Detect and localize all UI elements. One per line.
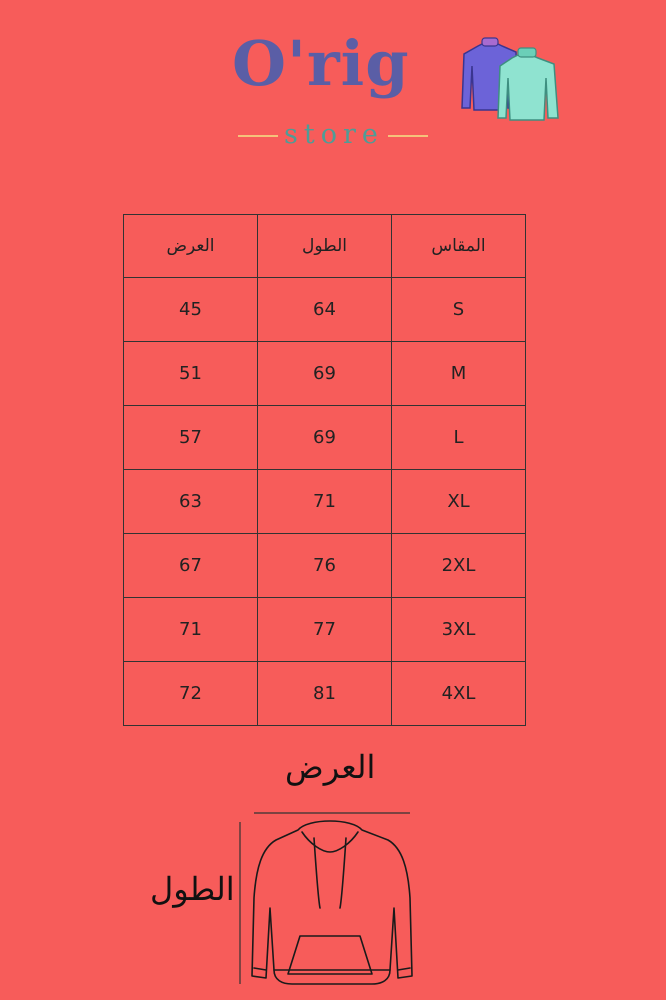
cell-size: 3XL bbox=[392, 598, 526, 662]
table-row bbox=[124, 406, 526, 470]
logo-divider-right bbox=[388, 135, 428, 137]
cell-width: 63 bbox=[124, 470, 258, 534]
cell-width: 57 bbox=[124, 406, 258, 470]
cell-width: 72 bbox=[124, 662, 258, 726]
table-header-row bbox=[124, 215, 526, 278]
width-label: العرض bbox=[285, 748, 376, 786]
cell-size: M bbox=[392, 342, 526, 406]
cell-size: S bbox=[392, 278, 526, 342]
brand-sub: store bbox=[284, 119, 384, 150]
table-row bbox=[124, 278, 526, 342]
cell-width: 67 bbox=[124, 534, 258, 598]
cell-size: L bbox=[392, 406, 526, 470]
brand-name: O'rig bbox=[232, 27, 410, 100]
brand-sub-row bbox=[238, 120, 428, 150]
table-row bbox=[124, 534, 526, 598]
cell-width: 45 bbox=[124, 278, 258, 342]
cell-length: 69 bbox=[258, 406, 392, 470]
cell-length: 81 bbox=[258, 662, 392, 726]
cell-width: 51 bbox=[124, 342, 258, 406]
size-chart-table bbox=[123, 214, 526, 726]
header-width: العرض bbox=[124, 215, 258, 278]
logo-divider-left bbox=[238, 135, 278, 137]
sweater-pair-icon bbox=[460, 36, 560, 122]
cell-width: 71 bbox=[124, 598, 258, 662]
cell-length: 71 bbox=[258, 470, 392, 534]
cell-length: 69 bbox=[258, 342, 392, 406]
cell-size: XL bbox=[392, 470, 526, 534]
table-row bbox=[124, 598, 526, 662]
hoodie-icon bbox=[230, 808, 430, 993]
cell-size: 4XL bbox=[392, 662, 526, 726]
header-size: المقاس bbox=[392, 215, 526, 278]
table-row bbox=[124, 470, 526, 534]
cell-length: 76 bbox=[258, 534, 392, 598]
cell-length: 77 bbox=[258, 598, 392, 662]
header-length: الطول bbox=[258, 215, 392, 278]
cell-size: 2XL bbox=[392, 534, 526, 598]
hoodie-outline bbox=[252, 821, 412, 984]
length-label: الطول bbox=[150, 870, 235, 908]
table-row bbox=[124, 662, 526, 726]
table-row bbox=[124, 342, 526, 406]
cell-length: 64 bbox=[258, 278, 392, 342]
